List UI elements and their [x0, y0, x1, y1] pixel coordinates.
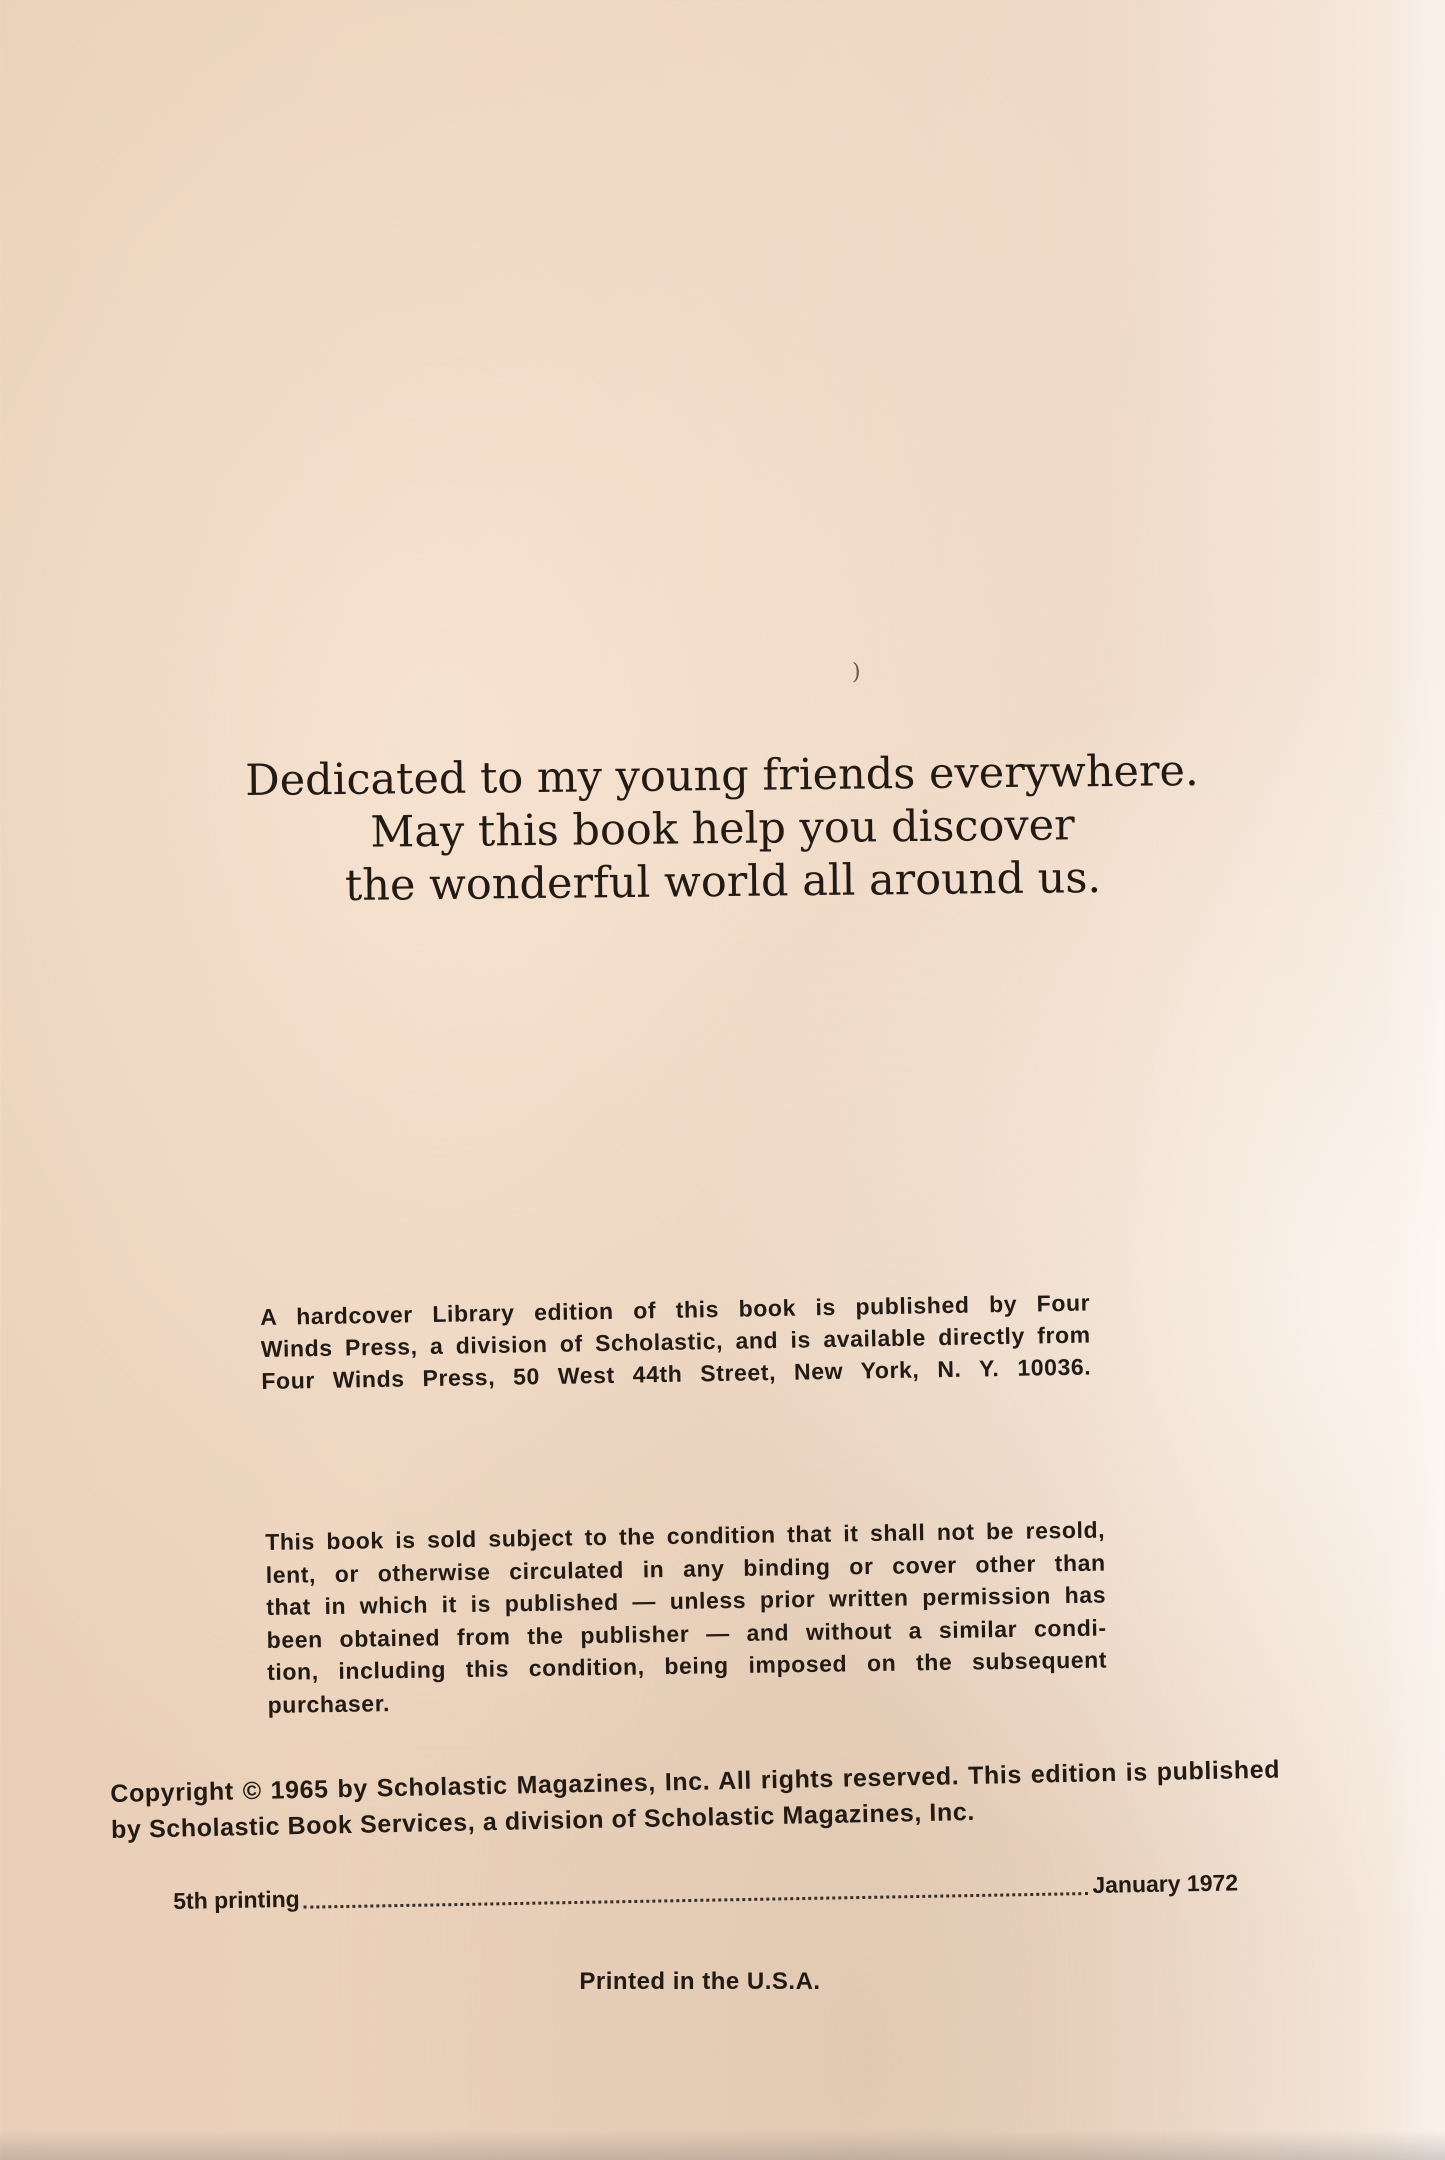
dedication-line: May this book help you discover	[370, 800, 1075, 858]
printed-in-country: Printed in the U.S.A.	[579, 1968, 821, 1995]
page-edge-highlight	[1385, 0, 1445, 2160]
printing-line	[173, 1869, 1238, 1915]
printing-label: 5th printing	[173, 1885, 300, 1914]
condition-line: lent, or otherwise circulated in any binding or cover other than	[265, 1549, 1106, 1588]
condition-line: purchaser.	[267, 1689, 391, 1718]
dot-leader	[304, 1892, 1089, 1909]
page-bottom-shadow	[0, 2130, 1445, 2160]
resale-condition-notice	[265, 1514, 1108, 1721]
dedication-line: the wonderful world all around us.	[344, 853, 1102, 911]
copyright-notice	[110, 1751, 1281, 1847]
dedication	[0, 742, 1445, 916]
printing-date: January 1972	[1092, 1869, 1239, 1898]
hardcover-edition-notice	[260, 1287, 1092, 1397]
copyright-line: Copyright © 1965 by Scholastic Magazines, Inc. All rights reserved. This edition is published	[110, 1755, 1281, 1808]
condition-line: that in which it is published — unless prior written permission has	[266, 1581, 1107, 1620]
notice-line: Four Winds Press, 50 West 44th Street, New York, N. Y. 10036.	[261, 1353, 1092, 1394]
condition-line: This book is sold subject to the condition that it shall not be resold,	[265, 1516, 1106, 1555]
page-speck: )	[852, 660, 861, 685]
condition-line: tion, including this condition, being imposed on the subsequent	[266, 1646, 1108, 1685]
condition-line: been obtained from the publisher — and without a similar condi-	[266, 1614, 1107, 1653]
copyright-line: by Scholastic Book Services, a division of Scholastic Magazines, Inc.	[110, 1797, 976, 1844]
notice-line: Winds Press, a division of Scholastic, and is available directly from	[260, 1321, 1091, 1362]
dedication-line: Dedicated to my young friends everywhere.	[244, 746, 1199, 806]
notice-line: A hardcover Library edition of this book is published by Four	[260, 1289, 1091, 1330]
